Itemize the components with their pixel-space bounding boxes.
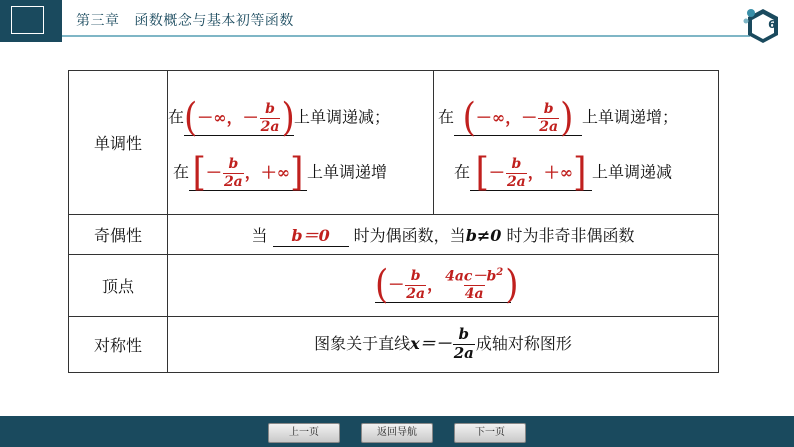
row-label-vertex: 顶点 — [69, 255, 168, 317]
quadratic-properties-table — [68, 70, 719, 373]
neg-sign: － — [388, 274, 405, 294]
monotonic-right-cell — [434, 71, 719, 215]
page-number: 6 — [768, 18, 776, 31]
comma: ， — [527, 162, 544, 182]
row-label-symmetry: 对称性 — [69, 317, 168, 373]
header-logo-outline — [11, 6, 44, 34]
chapter-name: 函数概念与基本初等函数 — [134, 13, 294, 29]
table-row-symmetry — [69, 317, 719, 373]
answer-blank: [－ $\frac{b}{2a}$ ，＋∞] — [470, 156, 592, 191]
chapter-title — [76, 10, 294, 30]
answer-blank: (－ $\frac{b}{2a}$ ， $\frac{4ac-b^2}{4a}$ ) — [375, 262, 519, 308]
mono-right-l2-suffix: 上单调递减 — [592, 162, 673, 182]
neg-inf: －∞， — [475, 107, 522, 127]
mono-left-l2-suffix: 上单调递增 — [307, 162, 388, 182]
table-row-parity — [69, 215, 719, 255]
mono-right-line2 — [454, 150, 673, 196]
symmetry-prefix: 图象关于直线 — [314, 334, 411, 353]
back-to-nav-button[interactable]: 返回导航 — [361, 423, 433, 443]
symmetry-suffix: 成轴对称图形 — [475, 334, 572, 353]
fraction-b-2a: $\frac{b}{2a}$ — [223, 155, 243, 190]
neg-sign: － — [205, 162, 222, 182]
comma: ， — [244, 162, 261, 182]
neg-sign: － — [488, 162, 505, 182]
answer-blank — [273, 223, 349, 247]
fraction-vertex-y: $\frac{4ac-b^2}{4a}$ — [445, 266, 504, 303]
neg-sign: － — [242, 107, 259, 127]
mono-left-l2-prefix: 在 — [173, 162, 190, 182]
mono-left-line2 — [173, 150, 388, 196]
fraction-b-2a: $\frac{b}{2a}$ — [260, 100, 280, 135]
mono-right-l1-prefix: 在 — [438, 107, 455, 127]
answer-blank: (－∞，－ $\frac{b}{2a}$ ) — [184, 95, 295, 141]
parity-condition: b≠0 — [465, 225, 502, 245]
symmetry-cell — [168, 317, 719, 373]
mono-right-l2-prefix: 在 — [454, 162, 471, 182]
row-label-parity: 奇偶性 — [69, 215, 168, 255]
answer-blank: [－ $\frac{b}{2a}$ ，＋∞] — [189, 156, 307, 191]
fraction-b-2a: $\frac{b}{2a}$ — [539, 100, 559, 135]
next-page-button[interactable]: 下一页 — [454, 423, 526, 443]
comma: ， — [427, 274, 444, 294]
chapter-number: 第三章 — [76, 13, 120, 29]
mono-right-line1 — [438, 95, 679, 141]
parity-answer: b＝0 — [291, 225, 330, 245]
mono-left-l1-prefix: 在 — [168, 107, 185, 127]
parity-middle: 时为偶函数，当 — [353, 225, 466, 245]
header-rule — [62, 35, 750, 37]
monotonic-left-cell — [168, 71, 434, 215]
symmetry-x-equals: x＝－ — [410, 334, 452, 353]
vertex-cell — [168, 255, 719, 317]
parity-cell — [168, 215, 719, 255]
fraction-b-2a: $\frac{b}{2a}$ — [506, 155, 526, 190]
parity-prefix: 当 — [251, 225, 268, 245]
fraction-b-2a: $\frac{b}{2a}$ — [406, 267, 426, 302]
mono-left-l1-suffix: 上单调递减； — [294, 107, 391, 127]
answer-blank: (－∞，－ $\frac{b}{2a}$ ) — [454, 101, 582, 136]
neg-inf: －∞， — [197, 107, 243, 127]
mono-right-l1-suffix: 上单调递增； — [582, 107, 679, 127]
neg-sign: － — [521, 107, 538, 127]
table-row-monotonic — [69, 71, 719, 215]
row-label-monotonic: 单调性 — [69, 71, 168, 215]
prev-page-button[interactable]: 上一页 — [268, 423, 340, 443]
pos-inf: ＋∞ — [260, 162, 291, 182]
pos-inf: ＋∞ — [543, 162, 574, 182]
table-row-vertex — [69, 255, 719, 317]
fraction-b-2a: $\frac{b}{2a}$ — [453, 325, 474, 362]
parity-suffix: 时为非奇非偶函数 — [506, 225, 635, 245]
mono-left-line1 — [168, 95, 391, 141]
